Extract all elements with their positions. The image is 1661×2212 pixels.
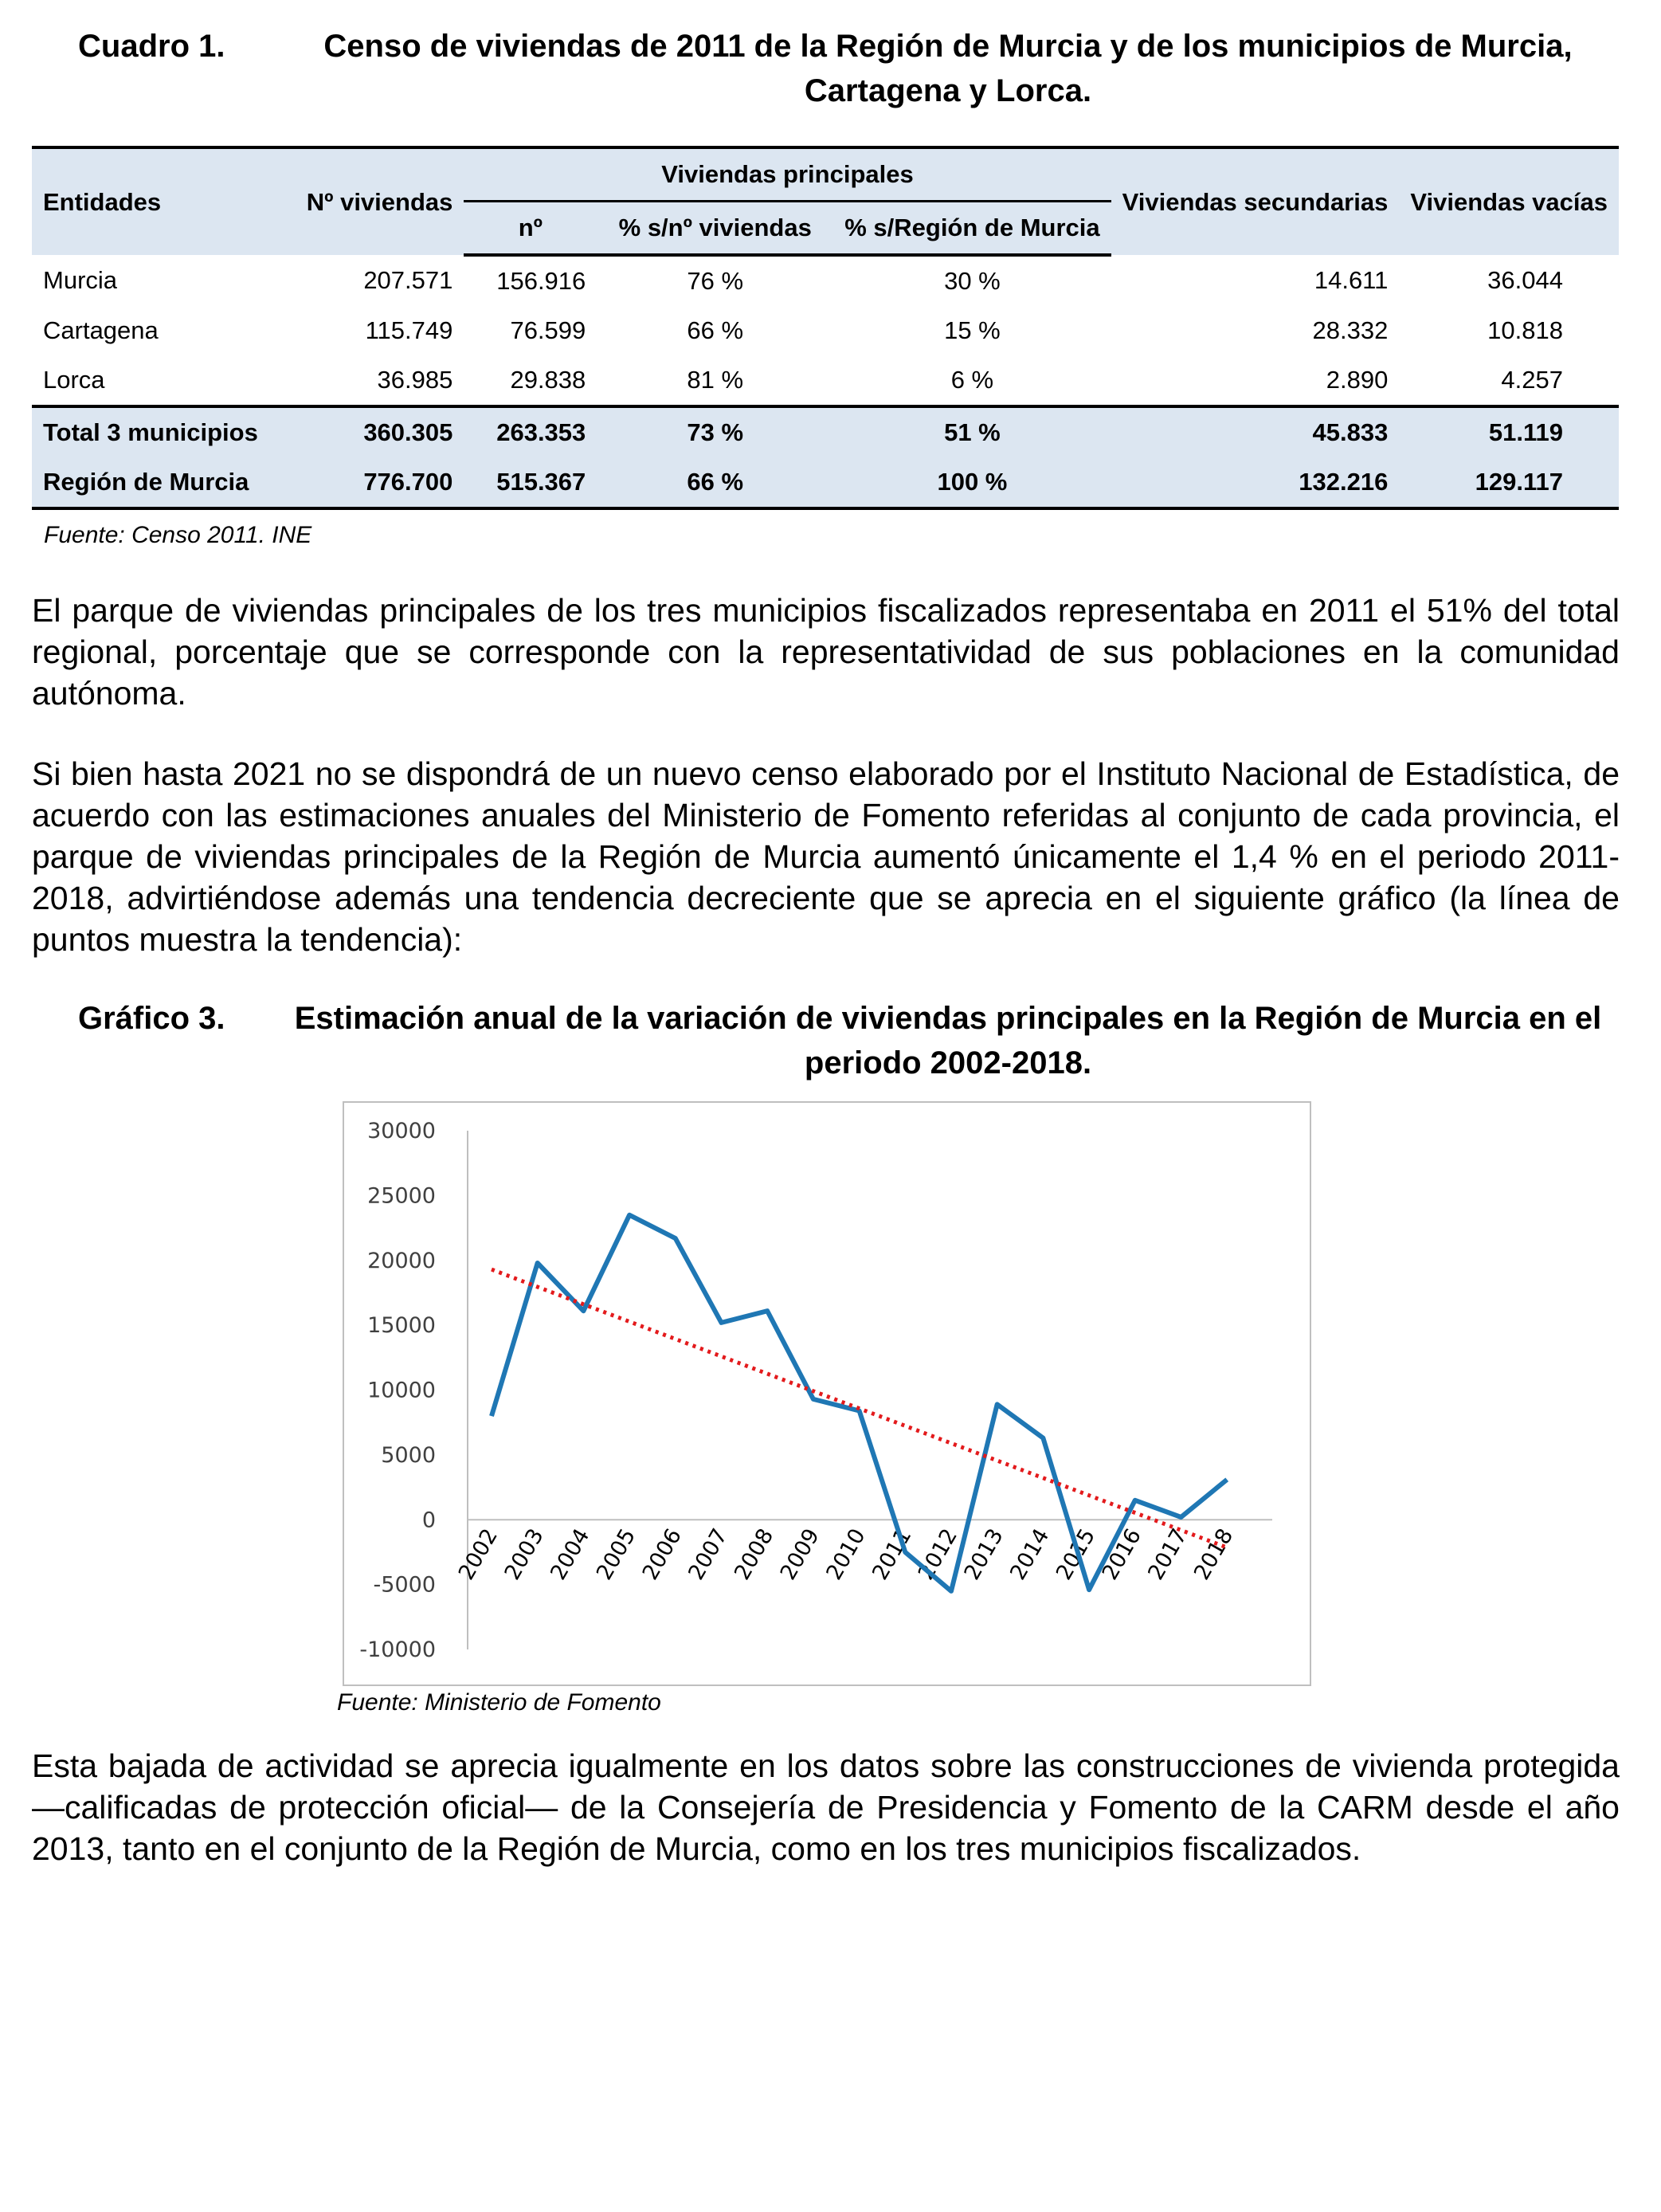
cell-secundarias: 14.611 [1314,266,1389,294]
x-tick-label: 2017 [1143,1524,1193,1585]
x-tick-label: 2010 [821,1524,871,1585]
table-row-total [32,406,1619,457]
header-entidades: Entidades [32,147,286,255]
chart-source: Fuente: Ministerio de Fomento [337,1689,661,1716]
x-tick-label: 2013 [959,1524,1009,1585]
x-tick-label: 2011 [868,1524,917,1585]
chart-caption-number: Gráfico 3. [78,1001,225,1036]
x-tick-label: 2004 [546,1524,595,1585]
cell-n: 515.367 [464,457,597,508]
cell-n: 156.916 [496,267,586,295]
table-caption-number: Cuadro 1. [78,29,225,64]
y-tick-label: 30000 [367,1119,436,1143]
cell-secundarias: 45.833 [1111,406,1400,457]
cell-n-viviendas: 115.749 [365,316,453,344]
x-tick-label: 2012 [913,1524,963,1585]
cell-vacias: 36.044 [1487,266,1563,294]
y-tick-label: 0 [421,1508,436,1533]
cell-secundarias: 132.216 [1111,457,1400,508]
cell-pct-region: 51 % [833,406,1111,457]
cell-pct-viviendas: 66 % [597,457,833,508]
cell-pct-viviendas: 73 % [597,406,833,457]
x-tick-label: 2007 [684,1524,733,1585]
x-tick-label: 2006 [637,1524,687,1585]
cell-vacias: 51.119 [1399,406,1619,457]
y-tick-label: -5000 [373,1572,436,1598]
cell-n-viviendas: 36.985 [377,366,453,394]
table-row-murcia [32,255,1619,306]
chart-canvas [344,1103,1310,1684]
cell-vacias: 4.257 [1501,366,1563,394]
cell-n-viviendas: 207.571 [363,266,453,294]
cell-pct-region: 15 % [944,316,1001,344]
line-chart [343,1101,1311,1686]
x-tick-label: 2015 [1051,1524,1101,1585]
x-tick-label: 2008 [730,1524,779,1585]
header-viviendas-principales: Viviendas principales [464,147,1111,202]
table-row-cartagena [32,306,1619,355]
header-vacias: Viviendas vacías [1399,147,1619,255]
table-source: Fuente: Censo 2011. INE [44,522,312,548]
header-pct-region: % s/Región de Murcia [833,202,1111,256]
x-tick-label: 2016 [1097,1524,1146,1585]
cell-vacias: 10.818 [1487,316,1563,344]
cell-vacias: 129.117 [1399,457,1619,508]
cell-pct-viviendas: 81 % [687,366,744,394]
table-caption [32,24,1625,113]
paragraph-3: Esta bajada de actividad se aprecia igualmente en los datos sobre las construcciones de vivienda protegida —calificadas de protección oficial— de la Consejería de Presidencia y Fomento de la CARM desde el año 2013, tanto en el conjunto de la Región de Murcia, como en los tres municipios fiscalizados. [32,1747,1620,1867]
table-row-region [32,457,1619,508]
cell-entity: Cartagena [43,316,159,344]
cell-n-viviendas: 776.700 [286,457,464,508]
cell-entity: Región de Murcia [32,457,286,508]
cell-secundarias: 2.890 [1326,366,1389,394]
cell-pct-region: 30 % [944,267,1001,295]
chart-caption-text: Estimación anual de la variación de viviendas principales en la Región de Murcia en el periodo 2002-2018. [294,1001,1602,1081]
header-pct-viviendas: % s/nº viviendas [597,202,833,256]
x-tick-label: 2005 [591,1524,641,1585]
x-tick-label: 2018 [1189,1524,1239,1585]
paragraph-2: Si bien hasta 2021 no se dispondrá de un nuevo censo elaborado por el Instituto Nacional de Estadística, de acuerdo con las estimaciones anuales del Ministerio de Fomento referidas al conjunto de cada provincia, el parque de viviendas principales de la Región de Murcia aumentó únicamente el 1,4 % en el periodo 2011-2018, advirtiéndose además una tendencia decreciente que se aprecia en el siguiente gráfico (la línea de puntos muestra la tendencia): [32,755,1620,958]
y-tick-label: 25000 [367,1183,436,1209]
cell-n: 263.353 [464,406,597,457]
y-tick-label: 20000 [367,1248,436,1273]
y-tick-label: 5000 [381,1442,436,1468]
x-tick-label: 2003 [499,1524,549,1585]
census-table [32,146,1619,510]
trend-line [492,1269,1227,1547]
cell-n-viviendas: 360.305 [286,406,464,457]
x-tick-label: 2014 [1005,1524,1055,1585]
cell-pct-viviendas: 66 % [687,316,744,344]
cell-pct-viviendas: 76 % [687,267,744,295]
paragraph-1: El parque de viviendas principales de los tres municipios fiscalizados representaba en 2011 el 51% del total regional, porcentaje que se corresponde con la representatividad de sus poblaciones en la comunidad autónoma. [32,592,1620,712]
cell-entity: Total 3 municipios [32,406,286,457]
header-n-viviendas: Nº viviendas [286,147,464,255]
cell-n: 29.838 [510,366,586,394]
header-row-1 [32,147,1619,202]
y-tick-label: -10000 [359,1637,436,1662]
cell-secundarias: 28.332 [1312,316,1389,344]
table-caption-text: Censo de viviendas de 2011 de la Región de Murcia y de los municipios de Murcia, Cartagena y Lorca. [323,29,1573,108]
cell-n: 76.599 [510,316,586,344]
cell-entity: Murcia [43,266,118,294]
chart-caption [32,996,1625,1085]
x-tick-label: 2009 [775,1524,825,1585]
y-tick-label: 10000 [367,1378,436,1403]
header-n: nº [464,202,597,256]
cell-pct-region: 100 % [833,457,1111,508]
table-row-lorca [32,355,1619,406]
cell-entity: Lorca [43,366,105,394]
x-tick-label: 2002 [453,1524,503,1585]
cell-pct-region: 6 % [950,366,994,394]
y-tick-label: 15000 [367,1313,436,1339]
header-secundarias: Viviendas secundarias [1111,147,1400,255]
